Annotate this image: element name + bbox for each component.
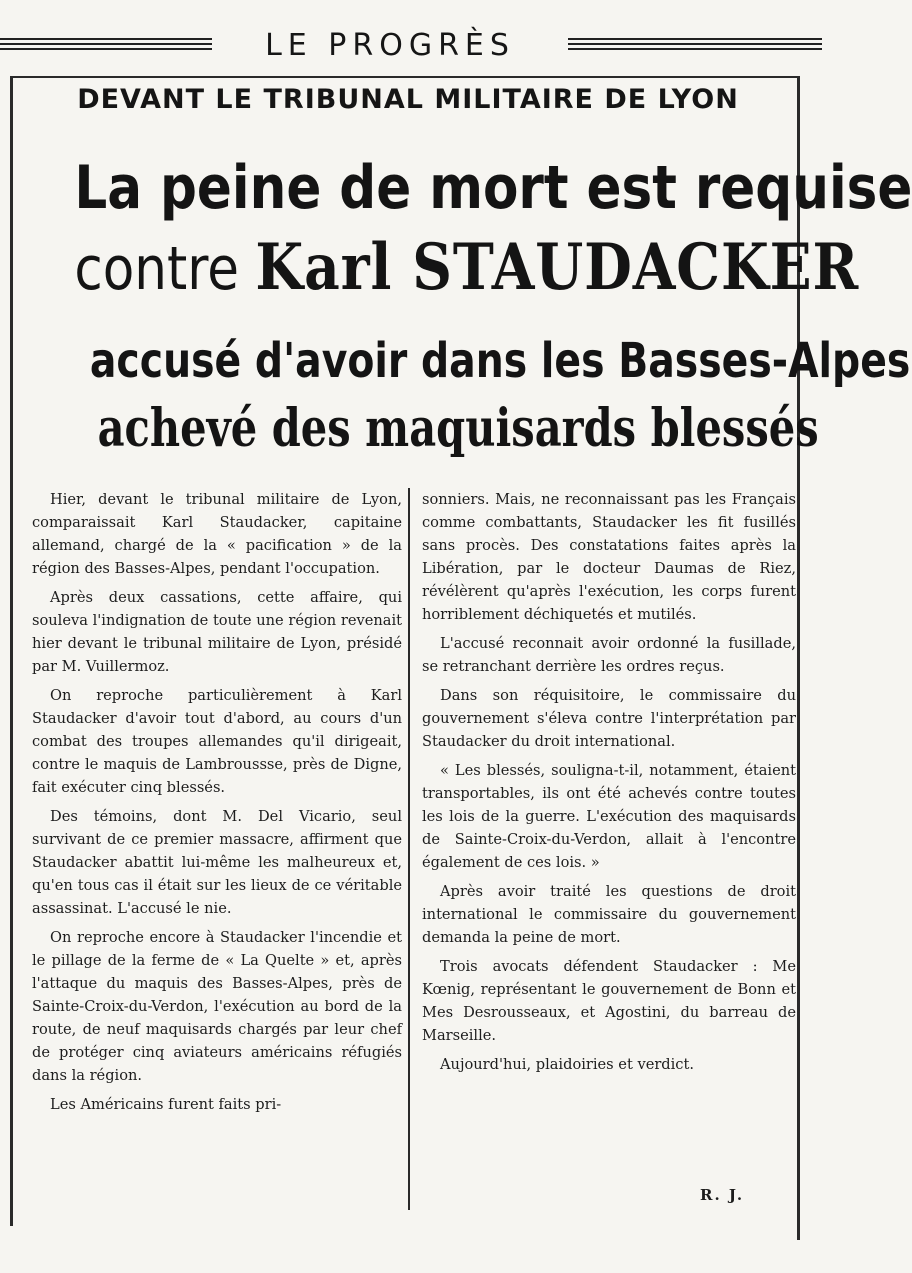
column-divider	[408, 488, 410, 1210]
paragraph: Hier, devant le tribunal militaire de Lyon, comparaissait Karl Staudacker, capitaine allemand, chargé de la « pacification » de la région des Basses-Alpes, pendant l'occupation.	[32, 491, 402, 577]
paragraph: On reproche encore à Staudacker l'incendie et le pillage de la ferme de « La Quelte » et, après l'attaque du maquis des Basses-Alpes, près de Sainte-Croix-du-Verdon, l'exécution au bord de la route, de neuf maquisards chargés par leur chef de protéger cinq aviateurs américains réfugiés dans la région.	[32, 929, 402, 1084]
article-kicker: DEVANT LE TRIBUNAL MILITAIRE DE LYON	[77, 84, 739, 115]
frame-top-rule	[10, 76, 800, 78]
paragraph: Les Américains furent faits pri-	[50, 1096, 282, 1113]
paragraph: « Les blessés, souligna-t-il, notamment, étaient transportables, ils ont été achevés contre toutes les lois de la guerre. L'exécution des maquisards de Sainte-Croix-du-Verdon, allait à l'encontre également de ces lois. »	[422, 762, 796, 871]
headline-accused-name: Karl STAUDACKER	[255, 230, 860, 305]
paragraph: Aujourd'hui, plaidoiries et verdict.	[440, 1056, 694, 1073]
newspaper-title: LE PROGRÈS	[265, 28, 515, 63]
author-signature: R. J.	[700, 1186, 745, 1204]
paragraph-continuation: sonniers. Mais, ne reconnaissant pas les Français comme combattants, Staudacker les fit fusillés sans procès. Des constatations faites après la Libération, par le docteur Daumas de Riez, révélèrent qu'après l'exécution, les corps furent horriblement déchiquetés et mutilés.	[422, 491, 796, 623]
paragraph: Dans son réquisitoire, le commissaire du gouvernement s'éleva contre l'interprétation par Staudacker du droit international.	[422, 687, 796, 750]
headline-line-1: La peine de mort est requise	[74, 153, 912, 223]
headline-line-3: accusé d'avoir dans les Basses-Alpes	[89, 333, 911, 389]
paragraph: Après deux cassations, cette affaire, qui souleva l'indignation de toute une région revenait hier devant le tribunal militaire de Lyon, présidé par M. Vuillermoz.	[32, 589, 402, 675]
headline-contre: contre	[74, 234, 256, 304]
paragraph: Après avoir traité les questions de droit international le commissaire du gouvernement demanda la peine de mort.	[422, 883, 796, 946]
headline-line-2	[74, 228, 860, 309]
paragraph: L'accusé reconnait avoir ordonné la fusillade, se retranchant derrière les ordres reçus.	[422, 635, 796, 675]
frame-left-rule	[10, 76, 13, 1226]
paragraph: On reproche particulièrement à Karl Staudacker d'avoir tout d'abord, au cours d'un combat des troupes allemandes qu'il dirigeait, contre le maquis de Lambroussse, près de Digne, fait exécuter cinq blessés.	[32, 687, 402, 796]
article-column-right	[422, 488, 796, 1082]
paragraph: Trois avocats défendent Staudacker : Me Kœnig, représentant le gouvernement de Bonn et Mes Desrousseaux, et Agostini, du barreau de Marseille.	[422, 958, 796, 1044]
masthead-rule-right	[568, 38, 822, 52]
article-column-left	[32, 488, 402, 1122]
masthead-rule-left	[0, 38, 212, 52]
paragraph: Des témoins, dont M. Del Vicario, seul survivant de ce premier massacre, affirment que Staudacker abattit lui-même les malheureux et, qu'en tous cas il était sur les lieux de ce véritable assassinat. L'accusé le nie.	[32, 808, 402, 917]
headline-line-4: achevé des maquisards blessés	[97, 398, 819, 459]
masthead	[0, 28, 822, 64]
